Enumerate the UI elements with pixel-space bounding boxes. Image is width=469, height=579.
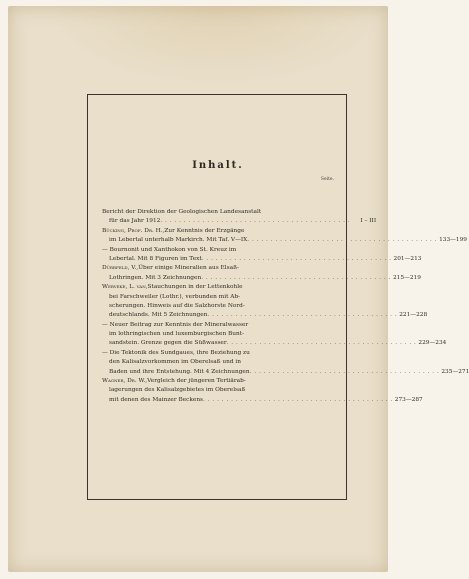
toc-line-text: im Lebertal unterhalb Markirch. Mit Taf. V—IX [109,237,248,244]
contents-heading: Inhalt. [192,160,244,171]
toc-entry [102,227,467,246]
toc-line [102,377,336,386]
scanned-page [8,6,469,572]
toc-entry [102,377,423,405]
toc-line-text: Baden und ihre Entstehung. Mit 4 Zeichnungen [109,368,250,375]
paper-stain [48,6,388,86]
toc-line-text: scherungen. Hinweis auf die Salzhorste Nord- [109,302,245,309]
toc-line-text: — Neuer Beitrag zur Kenntnis der Mineralwasser [102,321,249,328]
toc-line [102,358,336,367]
toc-line [102,311,428,320]
toc-line [102,236,467,245]
toc-line [102,255,422,264]
toc-line-text: Stauchungen in der Lettenkohle [147,284,243,291]
toc-line [102,293,336,302]
toc-page-number: 273—287 [394,396,423,403]
toc-author: Werveke, L. van, [102,284,148,291]
toc-line-text: für das Jahr 1912 [109,218,161,225]
toc-line-text: sandstein. Grenze gegen die Süßwasser [109,340,227,347]
toc-line [102,302,336,311]
toc-line [102,274,421,283]
toc-line [102,264,336,273]
toc-page-number: I – III [360,218,377,225]
toc-page-number: 235—271 [441,368,469,375]
toc-page-number: 215—219 [392,274,421,281]
toc-line [102,349,336,358]
toc-line [102,368,469,377]
leader-dots: . . . . . . . . . . . . . . . . . . . . . . . . . . . . . . . . . . . . . . . . . [247,237,438,244]
toc-line-text: Zur Kenntnis der Erzgänge [164,227,245,234]
leader-dots: . . . . . . . . . . . . . . . . . . . . . . . . . . . . . . . . . . . . . . . . . [201,274,391,281]
toc-line-text: — Die Tektonik des Sundgaues, ihre Beziehung zu [102,349,250,356]
toc-line-text: Bericht der Direktion der Geologischen Landesanstalt [102,209,262,215]
leader-dots: . . . . . . . . . . . . . . . . . . . . . . . . . . . . . . . . . . . . . . . . . [249,368,440,375]
toc-line [102,227,336,236]
toc-author: Bücking, Prof. Dr. H., [102,227,165,234]
toc-entry [102,349,469,377]
toc-line-text: Über einige Mineralien aus Elsaß- [138,265,239,272]
table-of-contents [102,208,469,405]
toc-page-number: 201—213 [393,255,422,262]
toc-line [102,339,447,348]
toc-line-text: Vergleich der jüngeren Tertiärab- [147,378,246,385]
toc-line [102,246,336,255]
leader-dots: . . . . . . . . . . . . . . . . . . . . . . . . . . . . . . . . . . . . . . . . . [160,218,351,225]
toc-page-number: 133—199 [439,237,467,244]
toc-line [102,217,377,226]
toc-line-text: — Bournonit und Xanthokon von St. Kreuz im [102,246,237,253]
toc-entry [102,283,428,321]
toc-line-text: Lothringen. Mit 3 Zeichnungen [109,274,202,281]
content-frame [87,94,469,500]
toc-author: Dürrfeld, V., [102,265,139,272]
toc-entry [102,246,422,265]
toc-line-text: bei Farschweiler (Lothr.), verbunden mit Ab- [109,293,241,300]
toc-line [102,386,336,395]
toc-line-text: Lebertal. Mit 8 Figuren im Text [109,255,202,262]
leader-dots: . . . . . . . . . . . . . . . . . . . . . . . . . . . . . . . . . . . . . . . . . [226,340,417,347]
toc-line [102,283,336,292]
toc-line-text: im lothringischen und luxemburgischen Bunt- [109,331,245,338]
page-column-label: Seite. [320,177,334,182]
toc-line [102,330,336,339]
toc-line [102,321,336,330]
toc-page-number: 221—228 [399,312,428,319]
toc-line [102,396,423,405]
toc-entry [102,264,421,283]
leader-dots: . . . . . . . . . . . . . . . . . . . . . . . . . . . . . . . . . . . . . . . . . [203,396,393,403]
leader-dots: . . . . . . . . . . . . . . . . . . . . . . . . . . . . . . . . . . . . . . . . . [207,312,398,319]
toc-line [102,208,336,217]
toc-line-text: lagerungen des Kalisalzgebietes im Oberelsaß [109,387,246,394]
leader-dots: . . . . . . . . . . . . . . . . . . . . . . . . . . . . . . . . . . . . . . . . . [201,255,392,262]
toc-line-text: den Kalisalzvorkommen im Oberelsaß und in [109,359,241,366]
toc-entry [102,321,447,349]
toc-page-number: 229—234 [418,340,447,347]
toc-line-text: deutschlands. Mit 5 Zeichnungen [109,312,208,319]
toc-author: Wagner, Dr. W., [102,378,148,385]
toc-line-text: mit denen des Mainzer Beckens [109,396,204,403]
toc-entry [102,208,377,227]
